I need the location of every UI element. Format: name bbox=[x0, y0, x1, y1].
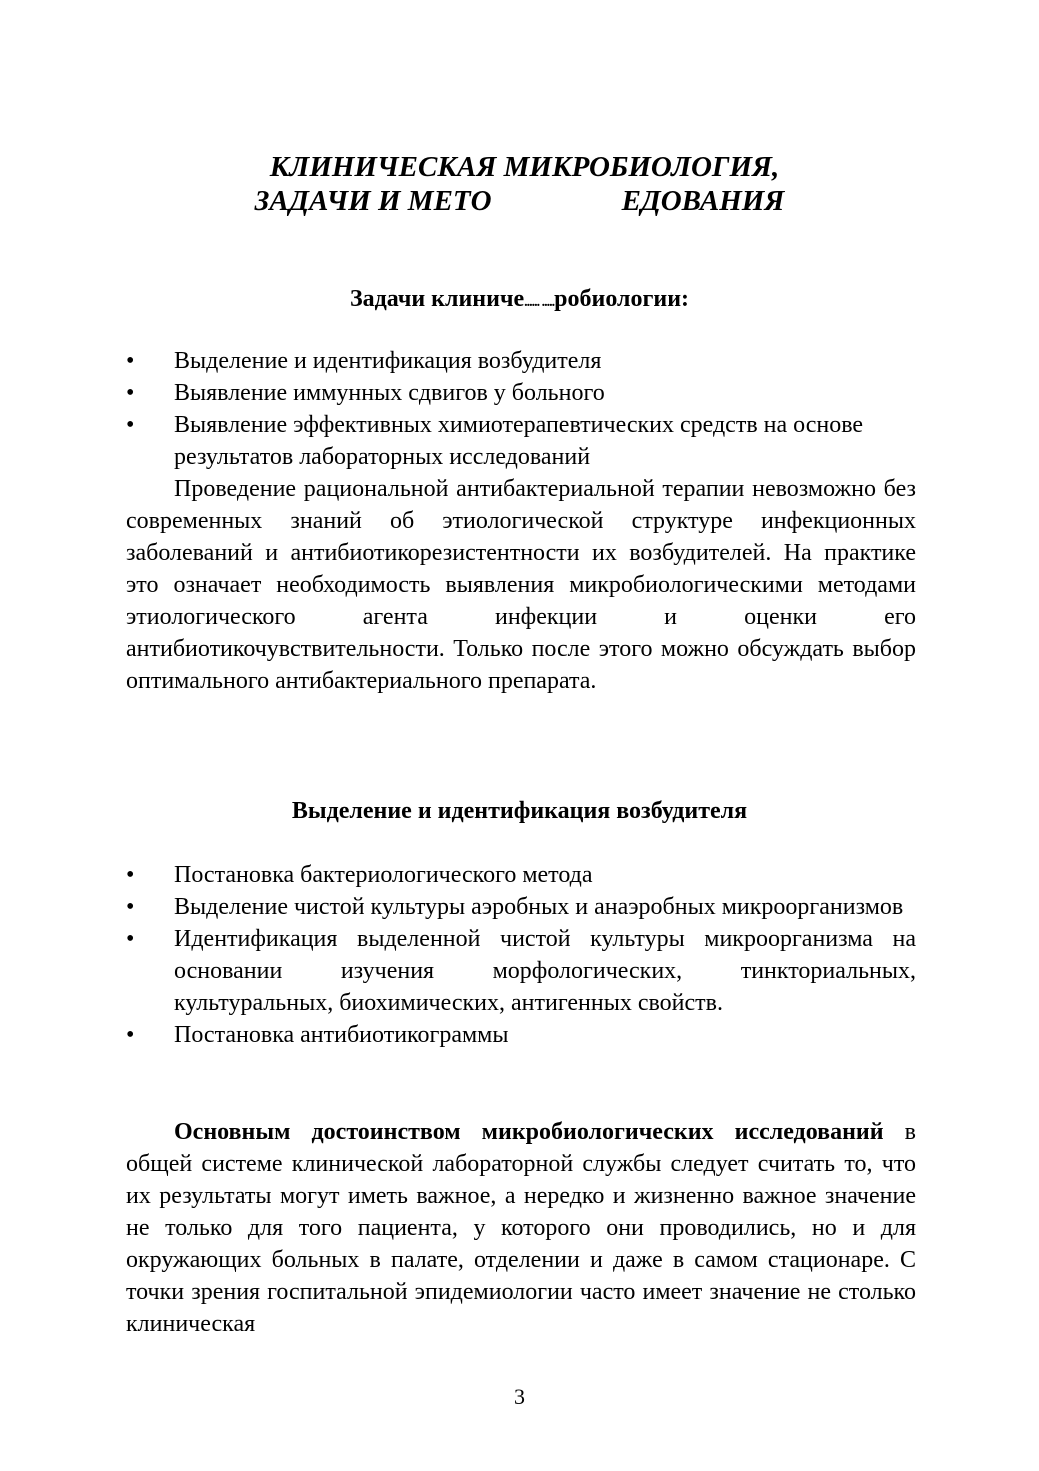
title-line-1: КЛИНИЧЕСКАЯ МИКРОБИОЛОГИЯ, bbox=[269, 151, 780, 183]
isolation-list bbox=[126, 859, 916, 1051]
paragraph-therapy: Проведение рациональной антибактериальной терапии невозможно без современных знаний об этиологической структуре инфекционных заболеваний и антибиотикорезистентности их возбудителей. На практике это означает необходимость выявления микробиологическими методами этиологического агента инфекции и оценки его антибиотикочувствительности. Только после этого можно обсуждать выбор оптимального антибактериального препарата. bbox=[126, 476, 916, 694]
title-line-2-left: ЗАДАЧИ И МЕТО bbox=[254, 185, 492, 217]
list-item-text: Выделение чистой культуры аэробных и анаэробных микроорганизмов bbox=[174, 894, 904, 920]
bullet-icon: • bbox=[126, 894, 135, 920]
list-item bbox=[126, 409, 916, 473]
paragraph-bold-lead: Основным достоинством микробиологических исследований bbox=[174, 1119, 884, 1145]
bullet-icon: • bbox=[126, 1022, 135, 1048]
list-item bbox=[126, 1019, 916, 1051]
title-line-2 bbox=[0, 184, 1039, 218]
list-item-text: Выявление иммунных сдвигов у больного bbox=[174, 380, 605, 406]
heading-mid: ...... ..... bbox=[524, 295, 555, 310]
page-number: 3 bbox=[514, 1384, 525, 1409]
tasks-list bbox=[126, 345, 916, 473]
bullet-icon: • bbox=[126, 926, 135, 952]
heading-right: робиологии: bbox=[554, 286, 690, 312]
list-item bbox=[126, 891, 916, 923]
list-item-text: Выявление эффективных химиотерапевтических средств на основе результатов лабораторных исследований bbox=[174, 412, 864, 470]
list-item bbox=[126, 923, 916, 1019]
paragraph-body: в общей системе клинической лабораторной службы следует считать то, что их результаты могут иметь важное, а нередко и жизненно важное значение не только для того пациента, у которого они проводились, но и для окружающих больных в палате, отделении и даже в самом стационаре. С точки зрения госпитальной эпидемиологии часто имеет значение не столько клиническая bbox=[126, 1119, 916, 1337]
title-line-2-right: ЕДОВАНИЯ bbox=[621, 185, 785, 217]
paragraph-advantages bbox=[126, 1116, 916, 1340]
list-item bbox=[126, 345, 916, 377]
bullet-icon: • bbox=[126, 862, 135, 888]
bullet-icon: • bbox=[126, 380, 135, 406]
section-heading-tasks bbox=[0, 284, 1039, 318]
list-item-text: Постановка бактериологического метода bbox=[174, 862, 593, 888]
list-item bbox=[126, 377, 916, 409]
list-item-text: Идентификация выделенной чистой культуры микроорганизма на основании изучения морфологических, тинкториальных, культуральных, биохимических, антигенных свойств. bbox=[174, 926, 916, 1016]
heading-left: Задачи клиниче bbox=[349, 286, 525, 312]
bullet-icon: • bbox=[126, 412, 135, 438]
list-item bbox=[126, 859, 916, 891]
page-title bbox=[0, 150, 1039, 218]
section-heading-isolation: Выделение и идентификация возбудителя bbox=[291, 798, 748, 824]
list-item-text: Постановка антибиотикограммы bbox=[174, 1022, 509, 1048]
list-item-text: Выделение и идентификация возбудителя bbox=[174, 348, 602, 374]
bullet-icon: • bbox=[126, 348, 135, 374]
